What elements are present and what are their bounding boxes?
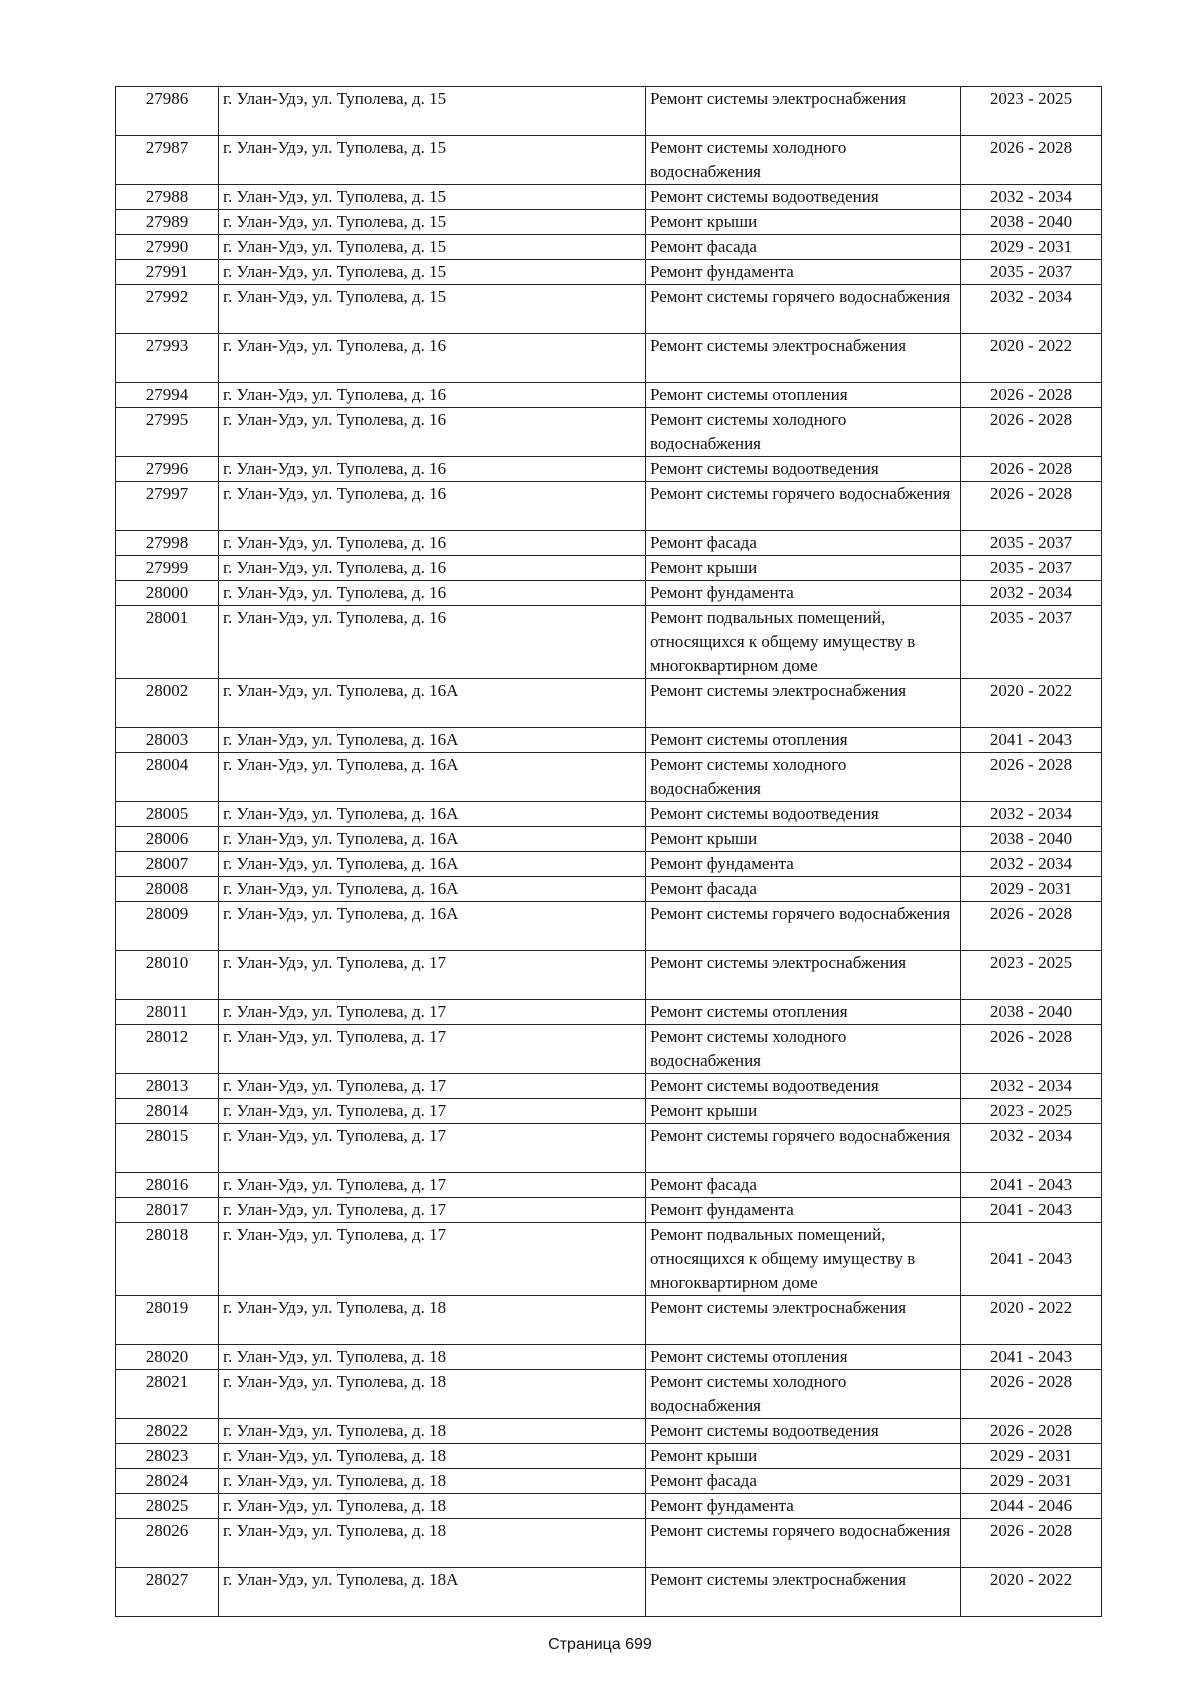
row-address: г. Улан-Удэ, ул. Туполева, д. 18: [219, 1519, 646, 1568]
row-address: г. Улан-Удэ, ул. Туполева, д. 16А: [219, 753, 646, 802]
table-row: [116, 383, 1102, 408]
row-period: 2029 - 2031: [961, 235, 1102, 260]
row-number: 28012: [116, 1025, 219, 1074]
row-address: г. Улан-Удэ, ул. Туполева, д. 18: [219, 1296, 646, 1345]
table-row: [116, 1223, 1102, 1296]
row-work-type: Ремонт фундамента: [646, 260, 961, 285]
table-row: [116, 334, 1102, 383]
row-work-type: Ремонт системы электроснабжения: [646, 1568, 961, 1617]
row-number: 27992: [116, 285, 219, 334]
row-period: 2032 - 2034: [961, 1074, 1102, 1099]
row-number: 27997: [116, 482, 219, 531]
row-address: г. Улан-Удэ, ул. Туполева, д. 16: [219, 408, 646, 457]
row-number: 27987: [116, 136, 219, 185]
table-row: [116, 581, 1102, 606]
row-address: г. Улан-Удэ, ул. Туполева, д. 17: [219, 1173, 646, 1198]
row-work-type: Ремонт фасада: [646, 1469, 961, 1494]
row-period: 2026 - 2028: [961, 1025, 1102, 1074]
row-address: г. Улан-Удэ, ул. Туполева, д. 16А: [219, 902, 646, 951]
row-work-type: Ремонт системы горячего водоснабжения: [646, 482, 961, 531]
row-address: г. Улан-Удэ, ул. Туполева, д. 16: [219, 482, 646, 531]
row-address: г. Улан-Удэ, ул. Туполева, д. 16А: [219, 827, 646, 852]
row-work-type: Ремонт системы водоотведения: [646, 185, 961, 210]
row-period: 2041 - 2043: [961, 1223, 1102, 1296]
table-row: [116, 1124, 1102, 1173]
row-period: 2026 - 2028: [961, 1519, 1102, 1568]
table-row: [116, 1370, 1102, 1419]
table-row: [116, 136, 1102, 185]
row-work-type: Ремонт крыши: [646, 210, 961, 235]
row-number: 27990: [116, 235, 219, 260]
row-work-type: Ремонт системы водоотведения: [646, 1419, 961, 1444]
table-row: [116, 482, 1102, 531]
row-number: 28001: [116, 606, 219, 679]
row-number: 28000: [116, 581, 219, 606]
row-period: 2038 - 2040: [961, 210, 1102, 235]
row-number: 28021: [116, 1370, 219, 1419]
row-address: г. Улан-Удэ, ул. Туполева, д. 17: [219, 1223, 646, 1296]
row-period: 2026 - 2028: [961, 753, 1102, 802]
row-address: г. Улан-Удэ, ул. Туполева, д. 16: [219, 457, 646, 482]
row-address: г. Улан-Удэ, ул. Туполева, д. 18: [219, 1469, 646, 1494]
table-row: [116, 185, 1102, 210]
row-period: 2023 - 2025: [961, 1099, 1102, 1124]
row-work-type: Ремонт фундамента: [646, 852, 961, 877]
row-number: 28010: [116, 951, 219, 1000]
row-address: г. Улан-Удэ, ул. Туполева, д. 17: [219, 1074, 646, 1099]
row-address: г. Улан-Удэ, ул. Туполева, д. 17: [219, 951, 646, 1000]
row-period: 2035 - 2037: [961, 531, 1102, 556]
row-address: г. Улан-Удэ, ул. Туполева, д. 16: [219, 334, 646, 383]
table-row: [116, 1025, 1102, 1074]
row-work-type: Ремонт фасада: [646, 1173, 961, 1198]
table-row: [116, 1568, 1102, 1617]
row-work-type: Ремонт системы отопления: [646, 1345, 961, 1370]
row-number: 27988: [116, 185, 219, 210]
table-row: [116, 1345, 1102, 1370]
row-period: 2041 - 2043: [961, 1198, 1102, 1223]
table-row: [116, 457, 1102, 482]
row-number: 28009: [116, 902, 219, 951]
row-work-type: Ремонт системы электроснабжения: [646, 87, 961, 136]
row-period: 2044 - 2046: [961, 1494, 1102, 1519]
row-period: 2020 - 2022: [961, 334, 1102, 383]
row-period: 2023 - 2025: [961, 87, 1102, 136]
row-address: г. Улан-Удэ, ул. Туполева, д. 16: [219, 606, 646, 679]
row-period: 2041 - 2043: [961, 728, 1102, 753]
row-work-type: Ремонт системы холодного водоснабжения: [646, 753, 961, 802]
row-address: г. Улан-Удэ, ул. Туполева, д. 15: [219, 185, 646, 210]
row-address: г. Улан-Удэ, ул. Туполева, д. 15: [219, 136, 646, 185]
row-address: г. Улан-Удэ, ул. Туполева, д. 16А: [219, 877, 646, 902]
row-address: г. Улан-Удэ, ул. Туполева, д. 18: [219, 1370, 646, 1419]
table-row: [116, 877, 1102, 902]
row-number: 27991: [116, 260, 219, 285]
table-row: [116, 1469, 1102, 1494]
row-number: 28018: [116, 1223, 219, 1296]
row-work-type: Ремонт системы холодного водоснабжения: [646, 1370, 961, 1419]
table-row: [116, 1494, 1102, 1519]
row-period: 2035 - 2037: [961, 606, 1102, 679]
row-work-type: Ремонт системы холодного водоснабжения: [646, 136, 961, 185]
row-number: 28007: [116, 852, 219, 877]
row-period: 2029 - 2031: [961, 1469, 1102, 1494]
repair-schedule-table: [115, 86, 1102, 1617]
row-address: г. Улан-Удэ, ул. Туполева, д. 17: [219, 1099, 646, 1124]
row-work-type: Ремонт системы отопления: [646, 383, 961, 408]
row-work-type: Ремонт фасада: [646, 531, 961, 556]
row-period: 2032 - 2034: [961, 185, 1102, 210]
row-address: г. Улан-Удэ, ул. Туполева, д. 16: [219, 581, 646, 606]
row-period: 2026 - 2028: [961, 383, 1102, 408]
row-address: г. Улан-Удэ, ул. Туполева, д. 15: [219, 87, 646, 136]
row-work-type: Ремонт крыши: [646, 556, 961, 581]
table-row: [116, 285, 1102, 334]
row-work-type: Ремонт системы электроснабжения: [646, 951, 961, 1000]
row-period: 2029 - 2031: [961, 877, 1102, 902]
row-work-type: Ремонт фундамента: [646, 1198, 961, 1223]
row-address: г. Улан-Удэ, ул. Туполева, д. 18: [219, 1345, 646, 1370]
row-number: 28014: [116, 1099, 219, 1124]
row-period: 2041 - 2043: [961, 1173, 1102, 1198]
row-number: 28003: [116, 728, 219, 753]
row-period: 2032 - 2034: [961, 581, 1102, 606]
row-period: 2032 - 2034: [961, 1124, 1102, 1173]
row-address: г. Улан-Удэ, ул. Туполева, д. 15: [219, 260, 646, 285]
row-period: 2026 - 2028: [961, 1370, 1102, 1419]
row-work-type: Ремонт фасада: [646, 235, 961, 260]
row-address: г. Улан-Удэ, ул. Туполева, д. 17: [219, 1198, 646, 1223]
table-body: [116, 87, 1102, 1617]
row-number: 27996: [116, 457, 219, 482]
table-row: [116, 1074, 1102, 1099]
row-work-type: Ремонт крыши: [646, 1099, 961, 1124]
row-address: г. Улан-Удэ, ул. Туполева, д. 16: [219, 531, 646, 556]
row-period: 2032 - 2034: [961, 285, 1102, 334]
page-number: Страница 699: [548, 1636, 652, 1653]
table-row: [116, 408, 1102, 457]
row-number: 28020: [116, 1345, 219, 1370]
table-row: [116, 679, 1102, 728]
table-row: [116, 1444, 1102, 1469]
row-address: г. Улан-Удэ, ул. Туполева, д. 17: [219, 1025, 646, 1074]
table-row: [116, 902, 1102, 951]
row-work-type: Ремонт системы холодного водоснабжения: [646, 408, 961, 457]
row-address: г. Улан-Удэ, ул. Туполева, д. 18: [219, 1444, 646, 1469]
table-row: [116, 1519, 1102, 1568]
row-work-type: Ремонт подвальных помещений, относящихся к общему имуществу в многоквартирном доме: [646, 606, 961, 679]
row-number: 28002: [116, 679, 219, 728]
row-work-type: Ремонт системы электроснабжения: [646, 334, 961, 383]
row-address: г. Улан-Удэ, ул. Туполева, д. 15: [219, 285, 646, 334]
table-row: [116, 210, 1102, 235]
row-number: 28005: [116, 802, 219, 827]
row-address: г. Улан-Удэ, ул. Туполева, д. 18А: [219, 1568, 646, 1617]
table-row: [116, 260, 1102, 285]
row-address: г. Улан-Удэ, ул. Туполева, д. 18: [219, 1419, 646, 1444]
row-number: 28025: [116, 1494, 219, 1519]
row-work-type: Ремонт системы отопления: [646, 728, 961, 753]
row-period: 2026 - 2028: [961, 136, 1102, 185]
row-number: 27999: [116, 556, 219, 581]
row-period: 2035 - 2037: [961, 556, 1102, 581]
row-period: 2029 - 2031: [961, 1444, 1102, 1469]
row-address: г. Улан-Удэ, ул. Туполева, д. 16: [219, 556, 646, 581]
row-number: 27995: [116, 408, 219, 457]
table-row: [116, 1198, 1102, 1223]
row-address: г. Улан-Удэ, ул. Туполева, д. 16: [219, 383, 646, 408]
row-number: 28004: [116, 753, 219, 802]
row-work-type: Ремонт системы отопления: [646, 1000, 961, 1025]
row-work-type: Ремонт системы электроснабжения: [646, 1296, 961, 1345]
table-row: [116, 1000, 1102, 1025]
row-work-type: Ремонт системы горячего водоснабжения: [646, 285, 961, 334]
row-work-type: Ремонт системы холодного водоснабжения: [646, 1025, 961, 1074]
row-number: 28017: [116, 1198, 219, 1223]
table-row: [116, 852, 1102, 877]
row-period: 2026 - 2028: [961, 1419, 1102, 1444]
row-number: 28013: [116, 1074, 219, 1099]
row-work-type: Ремонт системы горячего водоснабжения: [646, 1519, 961, 1568]
table-row: [116, 1173, 1102, 1198]
row-work-type: Ремонт крыши: [646, 1444, 961, 1469]
row-number: 28024: [116, 1469, 219, 1494]
table-row: [116, 235, 1102, 260]
row-number: 27994: [116, 383, 219, 408]
row-period: 2026 - 2028: [961, 482, 1102, 531]
row-address: г. Улан-Удэ, ул. Туполева, д. 16А: [219, 728, 646, 753]
table-row: [116, 556, 1102, 581]
row-work-type: Ремонт фасада: [646, 877, 961, 902]
row-work-type: Ремонт системы водоотведения: [646, 802, 961, 827]
row-number: 27989: [116, 210, 219, 235]
row-address: г. Улан-Удэ, ул. Туполева, д. 17: [219, 1124, 646, 1173]
row-number: 27998: [116, 531, 219, 556]
row-period: 2041 - 2043: [961, 1345, 1102, 1370]
row-number: 27993: [116, 334, 219, 383]
row-address: г. Улан-Удэ, ул. Туполева, д. 16А: [219, 802, 646, 827]
row-work-type: Ремонт фундамента: [646, 1494, 961, 1519]
row-work-type: Ремонт системы водоотведения: [646, 1074, 961, 1099]
row-address: г. Улан-Удэ, ул. Туполева, д. 16А: [219, 679, 646, 728]
row-number: 28011: [116, 1000, 219, 1025]
row-period: 2026 - 2028: [961, 457, 1102, 482]
table-row: [116, 802, 1102, 827]
row-period: 2020 - 2022: [961, 1568, 1102, 1617]
row-number: 28022: [116, 1419, 219, 1444]
table-row: [116, 1296, 1102, 1345]
table-row: [116, 531, 1102, 556]
table-row: [116, 951, 1102, 1000]
row-number: 28027: [116, 1568, 219, 1617]
row-address: г. Улан-Удэ, ул. Туполева, д. 16А: [219, 852, 646, 877]
table-row: [116, 728, 1102, 753]
row-number: 27986: [116, 87, 219, 136]
row-period: 2020 - 2022: [961, 1296, 1102, 1345]
row-number: 28015: [116, 1124, 219, 1173]
table-row: [116, 827, 1102, 852]
row-period: 2032 - 2034: [961, 802, 1102, 827]
row-work-type: Ремонт системы горячего водоснабжения: [646, 1124, 961, 1173]
row-address: г. Улан-Удэ, ул. Туполева, д. 15: [219, 210, 646, 235]
row-period: 2023 - 2025: [961, 951, 1102, 1000]
row-number: 28019: [116, 1296, 219, 1345]
row-work-type: Ремонт фундамента: [646, 581, 961, 606]
row-address: г. Улан-Удэ, ул. Туполева, д. 15: [219, 235, 646, 260]
row-work-type: Ремонт подвальных помещений, относящихся к общему имуществу в многоквартирном доме: [646, 1223, 961, 1296]
row-address: г. Улан-Удэ, ул. Туполева, д. 18: [219, 1494, 646, 1519]
row-number: 28016: [116, 1173, 219, 1198]
row-work-type: Ремонт системы электроснабжения: [646, 679, 961, 728]
table-row: [116, 1099, 1102, 1124]
row-number: 28006: [116, 827, 219, 852]
row-work-type: Ремонт системы горячего водоснабжения: [646, 902, 961, 951]
table-row: [116, 753, 1102, 802]
row-period: 2026 - 2028: [961, 902, 1102, 951]
row-number: 28026: [116, 1519, 219, 1568]
table-row: [116, 1419, 1102, 1444]
row-work-type: Ремонт крыши: [646, 827, 961, 852]
row-period: 2038 - 2040: [961, 827, 1102, 852]
row-period: 2026 - 2028: [961, 408, 1102, 457]
table-row: [116, 606, 1102, 679]
table-row: [116, 87, 1102, 136]
row-work-type: Ремонт системы водоотведения: [646, 457, 961, 482]
row-period: 2035 - 2037: [961, 260, 1102, 285]
row-number: 28023: [116, 1444, 219, 1469]
row-number: 28008: [116, 877, 219, 902]
row-period: 2020 - 2022: [961, 679, 1102, 728]
row-period: 2032 - 2034: [961, 852, 1102, 877]
row-period: 2038 - 2040: [961, 1000, 1102, 1025]
row-address: г. Улан-Удэ, ул. Туполева, д. 17: [219, 1000, 646, 1025]
